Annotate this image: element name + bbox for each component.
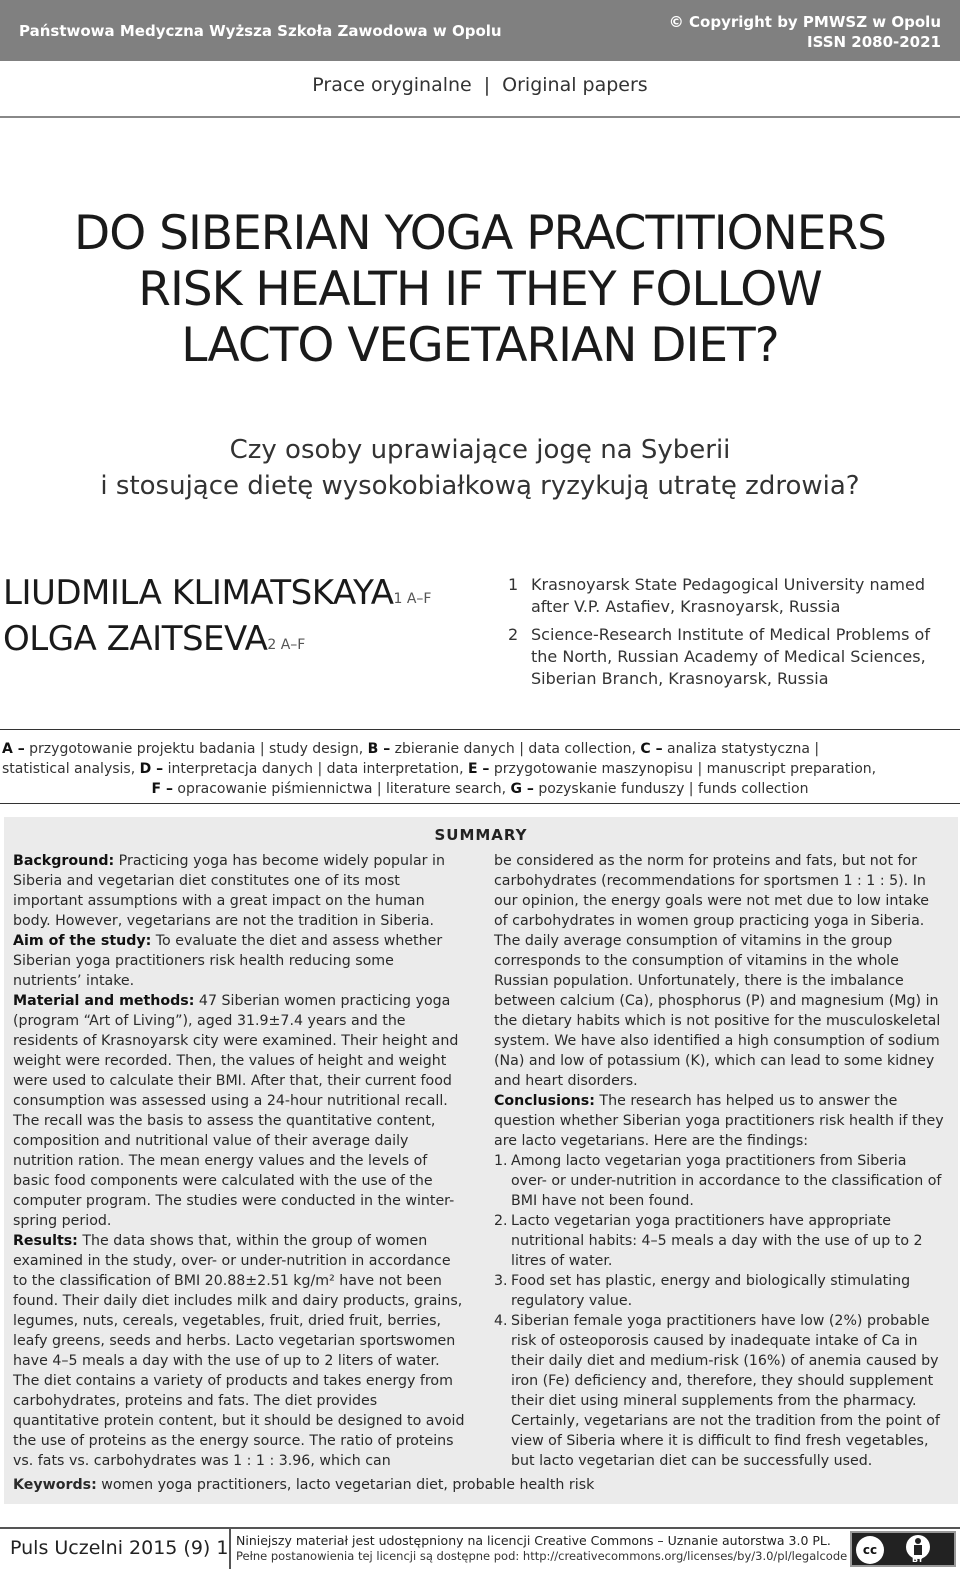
finding-number: 4. — [494, 1313, 508, 1329]
footer-rule — [0, 1527, 960, 1529]
results-paragraph — [13, 1231, 465, 1471]
author-affiliation-mark: 1 A–F — [393, 591, 432, 607]
keywords-line — [13, 1477, 594, 1493]
summary-heading: SUMMARY — [434, 826, 528, 844]
footer-divider — [229, 1529, 231, 1569]
affiliation-item — [508, 574, 960, 618]
section-english: Original papers — [502, 74, 648, 96]
journal-citation: Puls Uczelni 2015 (9) 1 — [10, 1537, 229, 1559]
author-name: LIUDMILA KLIMATSKAYA — [3, 573, 394, 613]
contribution-key: F – — [151, 781, 173, 797]
keywords-text: women yoga practitioners, lacto vegetarian diet, probable health risk — [96, 1477, 595, 1493]
contribution-text: opracowanie piśmiennictwa | literature search, — [172, 781, 511, 797]
license-link-text[interactable]: Pełne postanowienia tej licencji są dostępne pod: http://creativecommons.org/licenses/by/3.0/pl/legalcode — [236, 1549, 848, 1563]
contribution-text: zbieranie danych | data collection, — [390, 741, 641, 757]
finding-text: Among lacto vegetarian yoga practitioners from Siberia over- or under-nutrition in accordance to the classification of BMI have not been found. — [511, 1153, 942, 1209]
conclusions-paragraph — [494, 1091, 946, 1151]
title-line-2: RISK HEALTH IF THEY FOLLOW — [138, 262, 822, 317]
contribution-key: A – — [2, 741, 25, 757]
contribution-key: G – — [510, 781, 534, 797]
author-name: OLGA ZAITSEVA — [3, 619, 268, 659]
aim-label: Aim of the study: — [13, 933, 152, 949]
copyright-block — [669, 12, 941, 52]
summary-left-column — [13, 851, 465, 1471]
methods-label: Material and methods: — [13, 993, 195, 1009]
title-line-1: DO SIBERIAN YOGA PRACTITIONERS — [74, 206, 886, 261]
finding-item — [494, 1151, 946, 1211]
finding-number: 3. — [494, 1273, 508, 1289]
article-title — [0, 206, 960, 374]
affiliation-item — [508, 624, 960, 690]
background-text: Practicing yoga has become widely popular in Siberia and vegetarian diet constitutes one of its most important assumptions with a great impact on the human body. However, vegetarians are not the tradition in Siberia. — [13, 853, 445, 929]
contributions-row — [2, 779, 958, 799]
results-label: Results: — [13, 1233, 78, 1249]
methods-text: 47 Siberian women practicing yoga (program “Art of Living”), aged 31.9±7.4 years and the residents of Krasnoyarsk city were examined. Their height and weight were recorded. Then, the values of height and weight were used to calculate their BMI. After that, their current food consumption was assessed using a 24-hour nutritional recall. The recall was the basis to assess the quantitative content, composition and nutritional value of their average daily nutrition ration. The mean energy values and the levels of basic food components were calculated with the use of the computer program. The studies were conducted in the winter-spring period. — [13, 993, 459, 1229]
results-text-part-2: be considered as the norm for proteins and fats, but not for carbohydrates (recommendations for sportsmen 1 : 1 : 5). In our opinion, the energy goals were not met due to low intake of carbohydrates in women group practicing yoga in Siberia. The daily average consumption of vitamins in the group corresponds to the consumption of vitamins in the whole Russian population. Unfortunately, there is the imbalance between calcium (Ca), phosphorus (P) and magnesium (Mg) in the dietary habits which is not positive for the musculoskeletal system. We have also identified a high consumption of sodium (Na) and low of potassium (K), which can lead to some kidney and heart disorders. — [494, 853, 941, 1089]
cc-icon: cc — [856, 1536, 884, 1564]
section-label — [0, 74, 960, 96]
author — [3, 616, 431, 662]
contribution-text: analiza statystyczna | — [662, 741, 820, 757]
results-text-part-1: The data shows that, within the group of women examined in the study, over- or under-nutrition in accordance to the classification of BMI 20.88±2.51 kg/m² have not been found. Their daily diet includes milk and dairy products, grains, legumes, nuts, cereals, vegetables, fruit, dried fruit, berries, leafy greens, seeds and herbs. Lacto vegetarian sportswomen have 4–5 meals a day with the use of up to 2 liters of water. The diet contains a variety of products and takes energy from carbohydrates, proteins and fats. The diet provides quantitative protein content, but it should be designed to avoid the use of proteins as the energy source. The ratio of proteins vs. fats vs. carbohydrates was 1 : 1 : 3.96, which can — [13, 1233, 465, 1469]
contribution-text: przygotowanie maszynopisu | manuscript preparation, — [489, 761, 877, 777]
finding-text: Siberian female yoga practitioners have low (2%) probable risk of osteoporosis caused by inadequate intake of Ca in their daily diet and medium-risk (16%) of anemia caused by iron (Fe) deficiency and, therefore, they should supplement their diet using mineral supplements from the pharmacy. Certainly, vegetarians are not the tradition from the point of view of Siberia where it is difficult to find fresh vegetables, but lacto vegetarian diet can be successfully used. — [511, 1313, 940, 1469]
subtitle-line-1: Czy osoby uprawiające jogę na Syberii — [229, 435, 731, 465]
finding-item — [494, 1311, 946, 1471]
copyright-text: © Copyright by PMWSZ w Opolu — [668, 13, 941, 31]
finding-item — [494, 1271, 946, 1311]
contribution-text: statistical analysis, — [2, 761, 140, 777]
contributions-top-rule — [0, 729, 960, 730]
affiliation-number: 2 — [508, 625, 519, 644]
background-paragraph — [13, 851, 465, 931]
contribution-text: przygotowanie projektu badania | study design, — [24, 741, 368, 757]
contributions-row — [2, 759, 958, 779]
institution-name: Państwowa Medyczna Wyższa Szkoła Zawodowa w Opolu — [19, 22, 502, 40]
section-polish: Prace oryginalne — [312, 74, 472, 96]
background-label: Background: — [13, 853, 115, 869]
aim-paragraph — [13, 931, 465, 991]
header-divider — [0, 116, 960, 118]
conclusions-label: Conclusions: — [494, 1093, 595, 1109]
cc-by-badge[interactable] — [850, 1531, 956, 1567]
summary-right-column — [494, 851, 946, 1471]
conclusions-text: The research has helped us to answer the question whether Siberian yoga practitioners risk health if they are lacto vegetarians. Here are the findings: — [494, 1093, 944, 1149]
author-list — [3, 570, 431, 662]
aim-text: To evaluate the diet and assess whether Siberian yoga practitioners risk health reducing some nutrients’ intake. — [13, 933, 443, 989]
affiliation-number: 1 — [508, 575, 519, 594]
author-affiliation-mark: 2 A–F — [267, 637, 306, 653]
header-bar — [0, 0, 960, 61]
by-label: BY — [912, 1555, 924, 1564]
contributions-row — [2, 739, 958, 759]
finding-number: 2. — [494, 1213, 508, 1229]
findings-list — [494, 1151, 946, 1471]
issn-text: ISSN 2080-2021 — [806, 33, 941, 51]
contributions-bottom-rule — [0, 803, 960, 804]
section-separator: | — [483, 74, 491, 96]
results-continued — [494, 851, 946, 1091]
methods-paragraph — [13, 991, 465, 1231]
affiliation-list — [508, 574, 960, 696]
page-footer — [0, 1527, 960, 1569]
article-subtitle — [0, 432, 960, 504]
finding-number: 1. — [494, 1153, 508, 1169]
keywords-label: Keywords: — [13, 1477, 97, 1493]
contribution-text: pozyskanie funduszy | funds collection — [533, 781, 809, 797]
license-text: Niniejszy materiał jest udostępniony na licencji Creative Commons – Uznanie autorstwa 3.0 PL. — [236, 1533, 831, 1548]
affiliation-text: Krasnoyarsk State Pedagogical University named after V.P. Astafiev, Krasnoyarsk, Russia — [531, 575, 926, 616]
subtitle-line-2: i stosujące dietę wysokobiałkową ryzykują utratę zdrowia? — [100, 471, 860, 501]
affiliation-text: Science-Research Institute of Medical Problems of the North, Russian Academy of Medical Sciences, Siberian Branch, Krasnoyarsk, Russia — [531, 625, 930, 688]
finding-text: Lacto vegetarian yoga practitioners have appropriate nutritional habits: 4–5 meals a day with the use of up to 2 litres of water. — [511, 1213, 923, 1269]
finding-text: Food set has plastic, energy and biologically stimulating regulatory value. — [511, 1273, 911, 1309]
contribution-text: interpretacja danych | data interpretation, — [163, 761, 468, 777]
finding-item — [494, 1211, 946, 1271]
contribution-key: B – — [367, 741, 391, 757]
summary-box — [4, 817, 958, 1504]
contribution-key: C – — [640, 741, 663, 757]
title-line-3: LACTO VEGETARIAN DIET? — [181, 318, 779, 373]
contribution-key: D – — [139, 761, 164, 777]
contribution-key: E – — [467, 761, 490, 777]
author — [3, 570, 431, 616]
author-contributions — [2, 739, 958, 799]
